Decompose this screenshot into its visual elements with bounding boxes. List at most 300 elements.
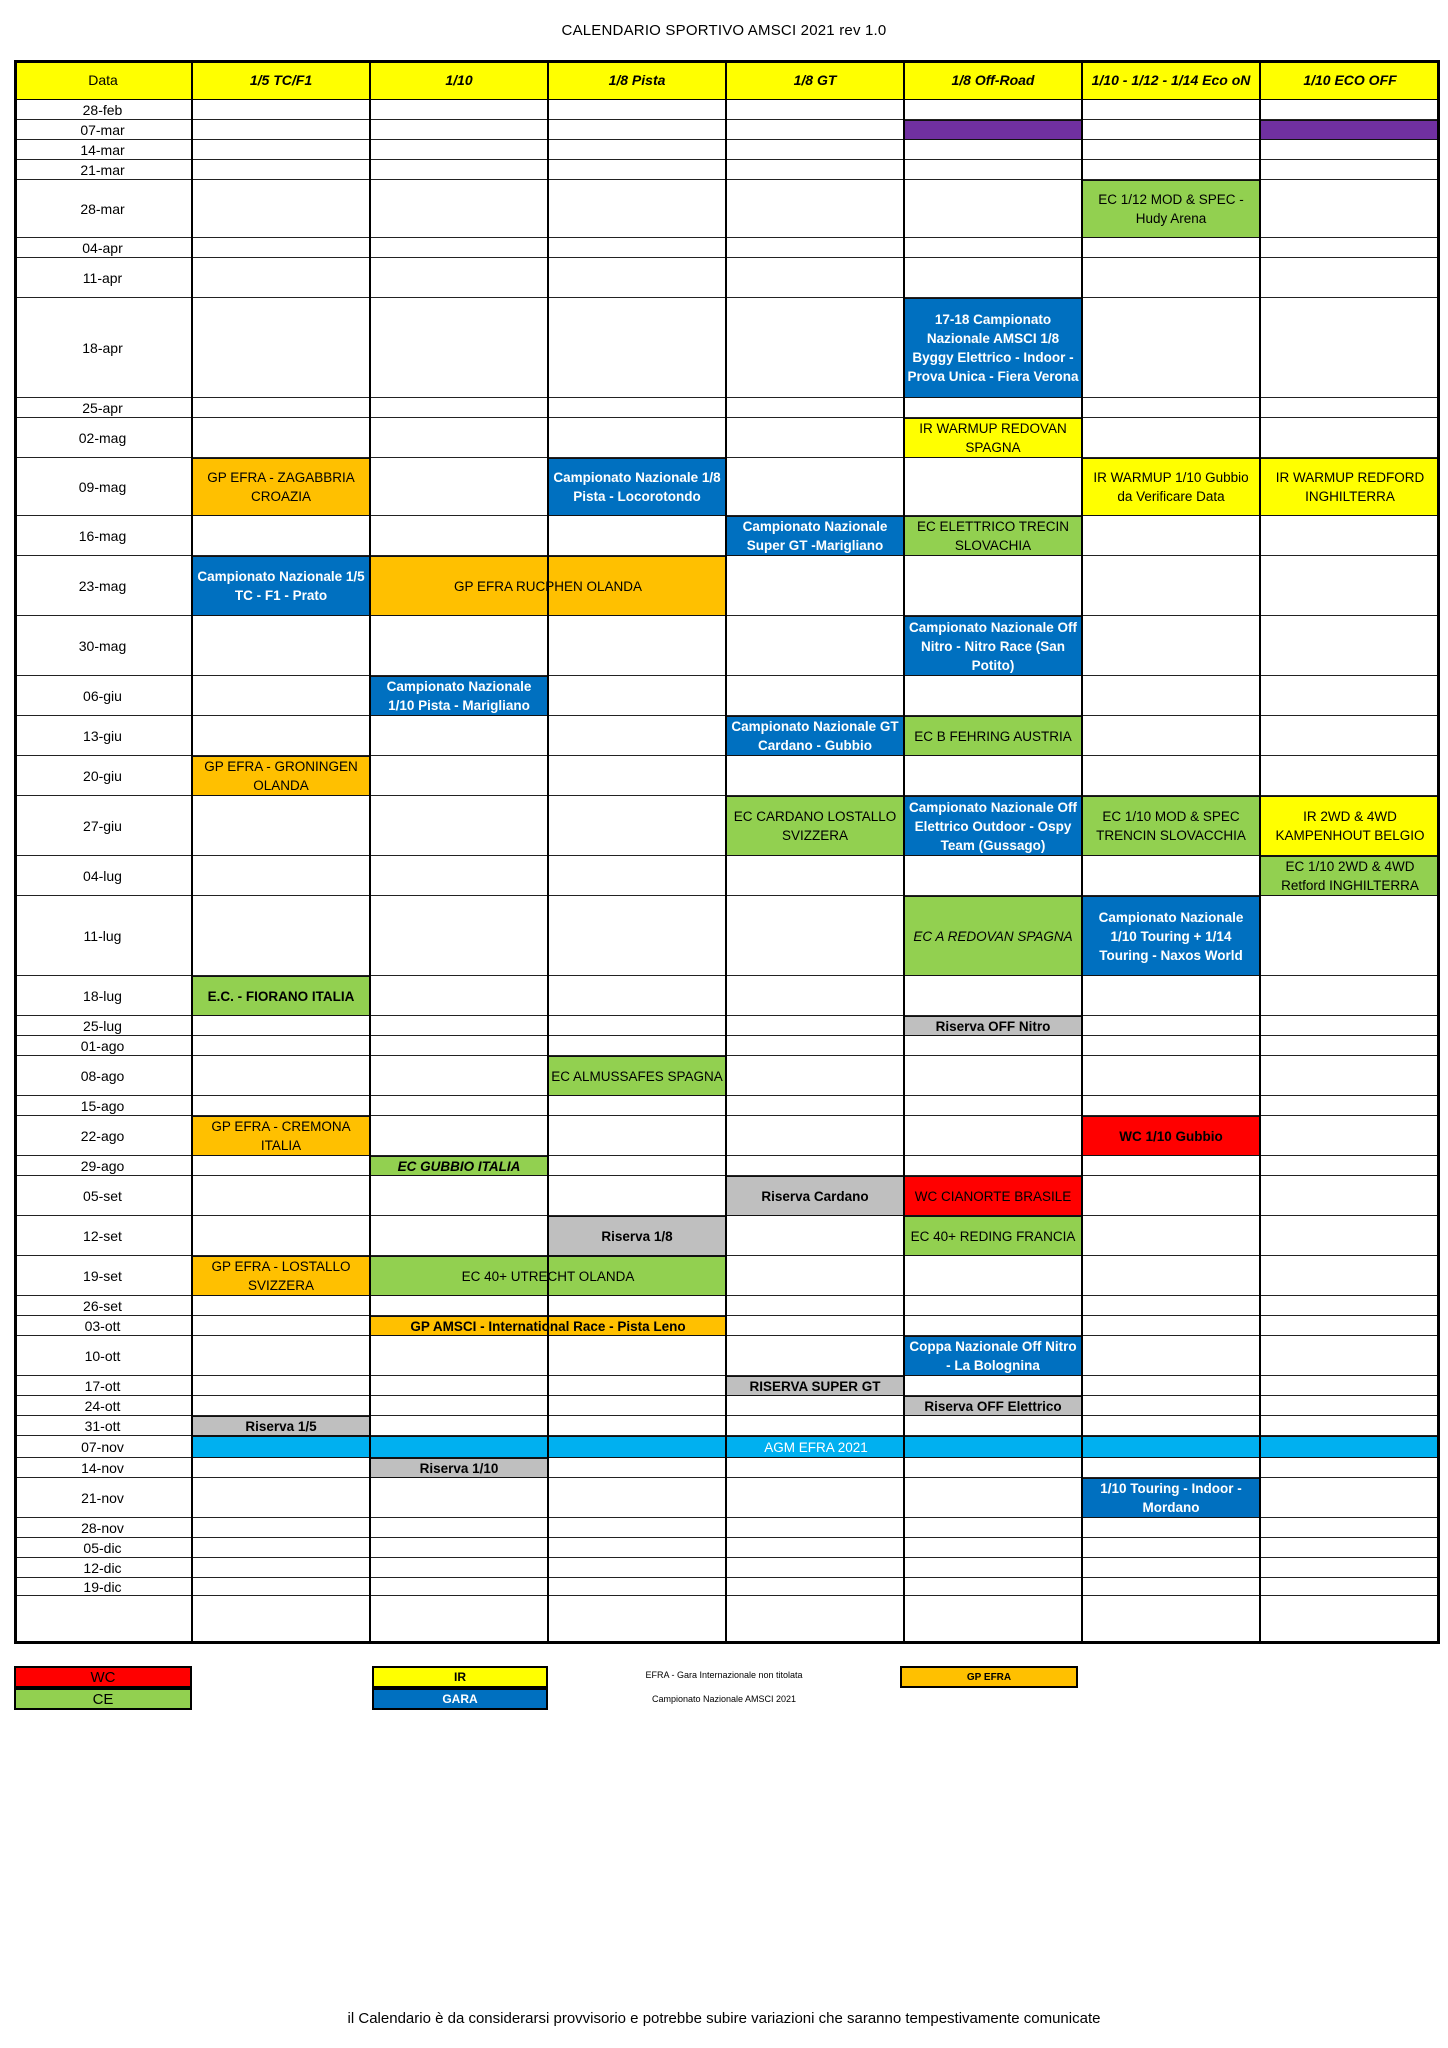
grid-cell	[904, 100, 1082, 120]
grid-cell	[726, 1458, 904, 1478]
grid-cell	[726, 1416, 904, 1436]
grid-cell	[726, 1036, 904, 1056]
column-divider	[547, 60, 549, 1644]
event-block	[1260, 120, 1440, 140]
date-cell: 16-mag	[14, 516, 192, 556]
grid-cell	[1260, 1458, 1440, 1478]
grid-cell	[1082, 1216, 1260, 1256]
grid-cell	[1260, 1256, 1440, 1296]
grid-cell	[1082, 616, 1260, 676]
grid-cell	[192, 1578, 370, 1596]
grid-cell	[726, 1116, 904, 1156]
grid-cell	[548, 180, 726, 238]
grid-cell	[192, 1518, 370, 1538]
grid-cell	[192, 1396, 370, 1416]
grid-cell	[548, 258, 726, 298]
grid-cell	[726, 1578, 904, 1596]
grid-cell	[726, 160, 904, 180]
grid-cell	[548, 796, 726, 856]
grid-cell	[1260, 1316, 1440, 1336]
grid-cell	[1260, 1396, 1440, 1416]
grid-cell	[1082, 140, 1260, 160]
grid-cell	[548, 516, 726, 556]
grid-cell	[1082, 1176, 1260, 1216]
date-cell: 14-mar	[14, 140, 192, 160]
grid-cell	[370, 398, 548, 418]
grid-cell	[1082, 1316, 1260, 1336]
grid-cell	[1082, 418, 1260, 458]
event-cell: EC 1/10 MOD & SPEC TRENCIN SLOVACCHIA	[1082, 796, 1260, 856]
grid-cell	[370, 1296, 548, 1316]
grid-cell	[192, 398, 370, 418]
grid-cell	[1082, 1376, 1260, 1396]
grid-cell	[726, 616, 904, 676]
date-cell: 20-giu	[14, 756, 192, 796]
grid-cell	[192, 140, 370, 160]
grid-cell	[726, 1256, 904, 1296]
grid-cell	[726, 896, 904, 976]
grid-cell	[904, 1458, 1082, 1478]
grid-cell	[1082, 238, 1260, 258]
grid-cell	[1260, 1116, 1440, 1156]
grid-cell	[548, 1096, 726, 1116]
column-divider	[369, 60, 371, 1644]
grid-cell	[1082, 1296, 1260, 1316]
grid-cell	[192, 1538, 370, 1558]
grid-cell	[370, 140, 548, 160]
grid-cell	[726, 1216, 904, 1256]
grid-cell	[192, 100, 370, 120]
column-header: 1/10 - 1/12 - 1/14 Eco oN	[1082, 60, 1260, 100]
grid-cell	[192, 516, 370, 556]
grid-cell	[904, 1036, 1082, 1056]
legend-gp-efra: GP EFRA	[900, 1666, 1078, 1688]
date-cell: 11-lug	[14, 896, 192, 976]
grid-cell	[1260, 676, 1440, 716]
date-cell: 08-ago	[14, 1056, 192, 1096]
event-cell: EC ELETTRICO TRECIN SLOVACHIA	[904, 516, 1082, 556]
date-cell: 11-apr	[14, 258, 192, 298]
event-cell: EC A REDOVAN SPAGNA	[904, 896, 1082, 976]
grid-cell	[1082, 298, 1260, 398]
grid-cell	[370, 1578, 548, 1596]
grid-cell	[726, 1518, 904, 1538]
event-cell: Campionato Nazionale 1/10 Pista - Marigliano	[370, 676, 548, 716]
grid-cell	[726, 458, 904, 516]
event-cell: IR WARMUP REDOVAN SPAGNA	[904, 418, 1082, 458]
calendar-table	[14, 60, 1440, 1644]
grid-cell	[192, 1296, 370, 1316]
grid-cell	[726, 1538, 904, 1558]
grid-cell	[192, 676, 370, 716]
grid-cell	[1260, 418, 1440, 458]
legend-ir: IR	[372, 1666, 548, 1688]
event-cell: Riserva 1/8	[548, 1216, 726, 1256]
grid-cell	[726, 298, 904, 398]
grid-cell	[192, 796, 370, 856]
grid-cell	[548, 1156, 726, 1176]
page-title: CALENDARIO SPORTIVO AMSCI 2021 rev 1.0	[561, 22, 887, 39]
grid-cell	[548, 238, 726, 258]
grid-cell	[548, 676, 726, 716]
grid-cell	[370, 1478, 548, 1518]
grid-cell	[548, 1416, 726, 1436]
grid-cell	[1260, 1336, 1440, 1376]
grid-cell	[726, 1016, 904, 1036]
event-cell: Campionato Nazionale GT Cardano - Gubbio	[726, 716, 904, 756]
event-cell: EC 1/10 2WD & 4WD Retford INGHILTERRA	[1260, 856, 1440, 896]
grid-cell	[548, 1296, 726, 1316]
event-cell: EC CARDANO LOSTALLO SVIZZERA	[726, 796, 904, 856]
grid-cell	[548, 616, 726, 676]
grid-cell	[1260, 716, 1440, 756]
grid-cell	[726, 676, 904, 716]
grid-cell	[1082, 1396, 1260, 1416]
grid-cell	[548, 120, 726, 140]
grid-cell	[548, 1396, 726, 1416]
legend-wc: WC	[14, 1666, 192, 1688]
grid-cell	[548, 856, 726, 896]
grid-cell	[192, 1558, 370, 1578]
grid-cell	[904, 238, 1082, 258]
date-cell: 15-ago	[14, 1096, 192, 1116]
grid-cell	[904, 258, 1082, 298]
grid-cell	[192, 1156, 370, 1176]
grid-cell	[1260, 140, 1440, 160]
grid-cell	[548, 1478, 726, 1518]
grid-cell	[1082, 1578, 1260, 1596]
grid-cell	[370, 1176, 548, 1216]
grid-cell	[904, 856, 1082, 896]
grid-cell	[1082, 516, 1260, 556]
grid-cell	[548, 1376, 726, 1396]
event-cell: EC 1/12 MOD & SPEC - Hudy Arena	[1082, 180, 1260, 238]
column-header: 1/8 GT	[726, 60, 904, 100]
grid-cell	[192, 616, 370, 676]
grid-cell	[548, 1558, 726, 1578]
event-cell: GP AMSCI - International Race - Pista Leno	[370, 1316, 726, 1336]
grid-cell	[1260, 1538, 1440, 1558]
date-cell: 22-ago	[14, 1116, 192, 1156]
grid-cell	[904, 1316, 1082, 1336]
date-cell: 27-giu	[14, 796, 192, 856]
grid-cell	[1260, 180, 1440, 238]
date-cell: 12-dic	[14, 1558, 192, 1578]
grid-cell	[726, 120, 904, 140]
grid-cell	[1260, 1558, 1440, 1578]
date-cell: 05-set	[14, 1176, 192, 1216]
grid-cell	[1260, 100, 1440, 120]
grid-cell	[370, 756, 548, 796]
event-cell: Riserva OFF Elettrico	[904, 1396, 1082, 1416]
event-cell: GP EFRA - LOSTALLO SVIZZERA	[192, 1256, 370, 1296]
grid-cell	[548, 298, 726, 398]
grid-cell	[370, 238, 548, 258]
grid-cell	[726, 100, 904, 120]
grid-cell	[192, 716, 370, 756]
grid-cell	[192, 1478, 370, 1518]
grid-cell	[548, 1036, 726, 1056]
grid-cell	[726, 856, 904, 896]
event-cell: Riserva 1/5	[192, 1416, 370, 1436]
date-cell: 01-ago	[14, 1036, 192, 1056]
grid-cell	[904, 1156, 1082, 1176]
grid-cell	[192, 856, 370, 896]
event-cell: AGM EFRA 2021	[192, 1436, 1440, 1458]
grid-cell	[370, 716, 548, 756]
grid-cell	[1260, 238, 1440, 258]
event-cell: E.C. - FIORANO ITALIA	[192, 976, 370, 1016]
grid-cell	[370, 1396, 548, 1416]
grid-cell	[1260, 1578, 1440, 1596]
grid-cell	[192, 1096, 370, 1116]
grid-cell	[370, 1558, 548, 1578]
grid-cell	[192, 238, 370, 258]
grid-cell	[370, 1376, 548, 1396]
grid-cell	[370, 516, 548, 556]
grid-cell	[548, 100, 726, 120]
grid-cell	[1260, 556, 1440, 616]
grid-cell	[904, 1116, 1082, 1156]
grid-cell	[370, 1336, 548, 1376]
event-cell: 1/10 Touring - Indoor - Mordano	[1082, 1478, 1260, 1518]
grid-cell	[904, 180, 1082, 238]
date-cell: 03-ott	[14, 1316, 192, 1336]
grid-cell	[1082, 676, 1260, 716]
date-cell: 09-mag	[14, 458, 192, 516]
footer-note: il Calendario è da considerarsi provvisorio e potrebbe subire variazioni che saranno tempestivamente comunicate	[347, 2010, 1101, 2027]
column-divider	[903, 60, 905, 1644]
date-cell: 12-set	[14, 1216, 192, 1256]
date-cell: 18-lug	[14, 976, 192, 1016]
grid-cell	[1082, 1096, 1260, 1116]
grid-cell	[726, 1478, 904, 1518]
column-divider	[1081, 60, 1083, 1644]
grid-cell	[370, 180, 548, 238]
grid-cell	[192, 298, 370, 398]
grid-cell	[1260, 896, 1440, 976]
legend-ce: CE	[14, 1688, 192, 1710]
grid-cell	[192, 1056, 370, 1096]
event-cell: WC 1/10 Gubbio	[1082, 1116, 1260, 1156]
grid-cell	[192, 1176, 370, 1216]
grid-cell	[548, 1116, 726, 1156]
grid-cell	[1082, 1256, 1260, 1296]
grid-cell	[370, 458, 548, 516]
grid-cell	[904, 1478, 1082, 1518]
grid-cell	[548, 1518, 726, 1538]
grid-cell	[548, 140, 726, 160]
date-cell: 21-mar	[14, 160, 192, 180]
date-cell: 21-nov	[14, 1478, 192, 1518]
grid-cell	[1260, 616, 1440, 676]
date-cell: 25-apr	[14, 398, 192, 418]
grid-cell	[1260, 1156, 1440, 1176]
grid-cell	[726, 556, 904, 616]
grid-cell	[1260, 516, 1440, 556]
grid-cell	[370, 1518, 548, 1538]
date-cell: 07-nov	[14, 1436, 192, 1458]
column-header: 1/10 ECO OFF	[1260, 60, 1440, 100]
grid-cell	[192, 1216, 370, 1256]
grid-cell	[548, 1458, 726, 1478]
event-cell: IR 2WD & 4WD KAMPENHOUT BELGIO	[1260, 796, 1440, 856]
grid-cell	[1082, 1016, 1260, 1036]
grid-cell	[370, 616, 548, 676]
event-cell: Campionato Nazionale 1/10 Touring + 1/14 Touring - Naxos World	[1082, 896, 1260, 976]
date-cell: 04-lug	[14, 856, 192, 896]
grid-cell	[1260, 1016, 1440, 1036]
column-header: Data	[14, 60, 192, 100]
grid-cell	[370, 258, 548, 298]
date-cell: 28-feb	[14, 100, 192, 120]
grid-cell	[726, 1056, 904, 1096]
grid-cell	[370, 1416, 548, 1436]
grid-cell	[726, 1156, 904, 1176]
event-cell: Coppa Nazionale Off Nitro - La Bolognina	[904, 1336, 1082, 1376]
grid-cell	[1082, 160, 1260, 180]
grid-cell	[726, 238, 904, 258]
grid-cell	[904, 160, 1082, 180]
grid-cell	[192, 120, 370, 140]
event-cell: EC 40+ REDING FRANCIA	[904, 1216, 1082, 1256]
grid-cell	[904, 398, 1082, 418]
grid-cell	[726, 1096, 904, 1116]
date-cell: 31-ott	[14, 1416, 192, 1436]
grid-cell	[1082, 1336, 1260, 1376]
grid-cell	[1082, 1416, 1260, 1436]
grid-cell	[1260, 1216, 1440, 1256]
grid-cell	[192, 258, 370, 298]
column-divider	[191, 60, 193, 1644]
event-cell: Campionato Nazionale Off Nitro - Nitro Race (San Potito)	[904, 616, 1082, 676]
event-cell: EC 40+ UTRECHT OLANDA	[370, 1256, 726, 1296]
date-cell: 17-ott	[14, 1376, 192, 1396]
grid-cell	[1082, 1458, 1260, 1478]
grid-cell	[1082, 756, 1260, 796]
grid-cell	[192, 1376, 370, 1396]
event-cell: GP EFRA - GRONINGEN OLANDA	[192, 756, 370, 796]
grid-cell	[370, 160, 548, 180]
event-cell: Campionato Nazionale 1/5 TC - F1 - Prato	[192, 556, 370, 616]
grid-cell	[726, 398, 904, 418]
grid-cell	[904, 1578, 1082, 1596]
grid-cell	[1082, 120, 1260, 140]
event-cell: EC ALMUSSAFES SPAGNA	[548, 1056, 726, 1096]
grid-cell	[370, 1016, 548, 1036]
grid-cell	[1260, 756, 1440, 796]
event-block	[904, 120, 1082, 140]
grid-cell	[548, 756, 726, 796]
grid-cell	[370, 298, 548, 398]
grid-cell	[904, 976, 1082, 1016]
grid-cell	[726, 756, 904, 796]
grid-cell	[1082, 1036, 1260, 1056]
event-cell: 17-18 Campionato Nazionale AMSCI 1/8 Byggy Elettrico - Indoor - Prova Unica - Fiera Verona	[904, 298, 1082, 398]
grid-cell	[1260, 1176, 1440, 1216]
grid-cell	[548, 976, 726, 1016]
grid-cell	[548, 160, 726, 180]
grid-cell	[904, 140, 1082, 160]
grid-cell	[192, 180, 370, 238]
grid-cell	[904, 1296, 1082, 1316]
column-divider	[725, 60, 727, 1644]
grid-cell	[726, 976, 904, 1016]
grid-cell	[370, 1538, 548, 1558]
grid-cell	[192, 896, 370, 976]
grid-cell	[1260, 298, 1440, 398]
grid-cell	[548, 1336, 726, 1376]
event-cell: IR WARMUP REDFORD INGHILTERRA	[1260, 458, 1440, 516]
legend-amsci-note: Campionato Nazionale AMSCI 2021	[651, 1694, 797, 1704]
grid-cell	[904, 676, 1082, 716]
column-divider	[1259, 60, 1261, 1644]
grid-cell	[1260, 258, 1440, 298]
date-cell: 06-giu	[14, 676, 192, 716]
grid-cell	[904, 1416, 1082, 1436]
grid-cell	[1260, 1416, 1440, 1436]
date-cell: 28-nov	[14, 1518, 192, 1538]
grid-cell	[192, 418, 370, 458]
grid-cell	[548, 418, 726, 458]
grid-cell	[1260, 160, 1440, 180]
grid-cell	[904, 556, 1082, 616]
date-cell: 18-apr	[14, 298, 192, 398]
date-cell: 24-ott	[14, 1396, 192, 1416]
grid-cell	[1260, 1376, 1440, 1396]
grid-cell	[370, 856, 548, 896]
grid-cell	[1082, 1518, 1260, 1538]
grid-cell	[904, 458, 1082, 516]
column-header: 1/8 Off-Road	[904, 60, 1082, 100]
grid-cell	[1082, 976, 1260, 1016]
date-cell: 19-set	[14, 1256, 192, 1296]
grid-cell	[192, 1336, 370, 1376]
grid-cell	[1082, 398, 1260, 418]
grid-cell	[370, 1116, 548, 1156]
event-cell: WC CIANORTE BRASILE	[904, 1176, 1082, 1216]
event-cell: Riserva OFF Nitro	[904, 1016, 1082, 1036]
event-cell: RISERVA SUPER GT	[726, 1376, 904, 1396]
event-cell: IR WARMUP 1/10 Gubbio da Verificare Data	[1082, 458, 1260, 516]
grid-cell	[726, 140, 904, 160]
event-cell: Campionato Nazionale 1/8 Pista - Locorotondo	[548, 458, 726, 516]
grid-cell	[192, 1316, 370, 1336]
grid-cell	[726, 1558, 904, 1578]
grid-cell	[1082, 100, 1260, 120]
grid-cell	[370, 976, 548, 1016]
grid-cell	[1082, 1056, 1260, 1096]
grid-cell	[1260, 976, 1440, 1016]
grid-cell	[192, 160, 370, 180]
event-cell: GP EFRA - ZAGABBRIA CROAZIA	[192, 458, 370, 516]
date-cell: 02-mag	[14, 418, 192, 458]
grid-cell	[370, 896, 548, 976]
date-cell: 30-mag	[14, 616, 192, 676]
grid-cell	[548, 716, 726, 756]
event-cell: Campionato Nazionale Super GT -Marigliano	[726, 516, 904, 556]
date-cell: 19-dic	[14, 1578, 192, 1596]
grid-cell	[904, 1056, 1082, 1096]
event-cell: Riserva Cardano	[726, 1176, 904, 1216]
date-cell: 04-apr	[14, 238, 192, 258]
grid-cell	[726, 418, 904, 458]
grid-cell	[548, 1176, 726, 1216]
grid-cell	[1082, 1156, 1260, 1176]
grid-cell	[192, 1458, 370, 1478]
grid-cell	[370, 1216, 548, 1256]
grid-cell	[726, 1396, 904, 1416]
